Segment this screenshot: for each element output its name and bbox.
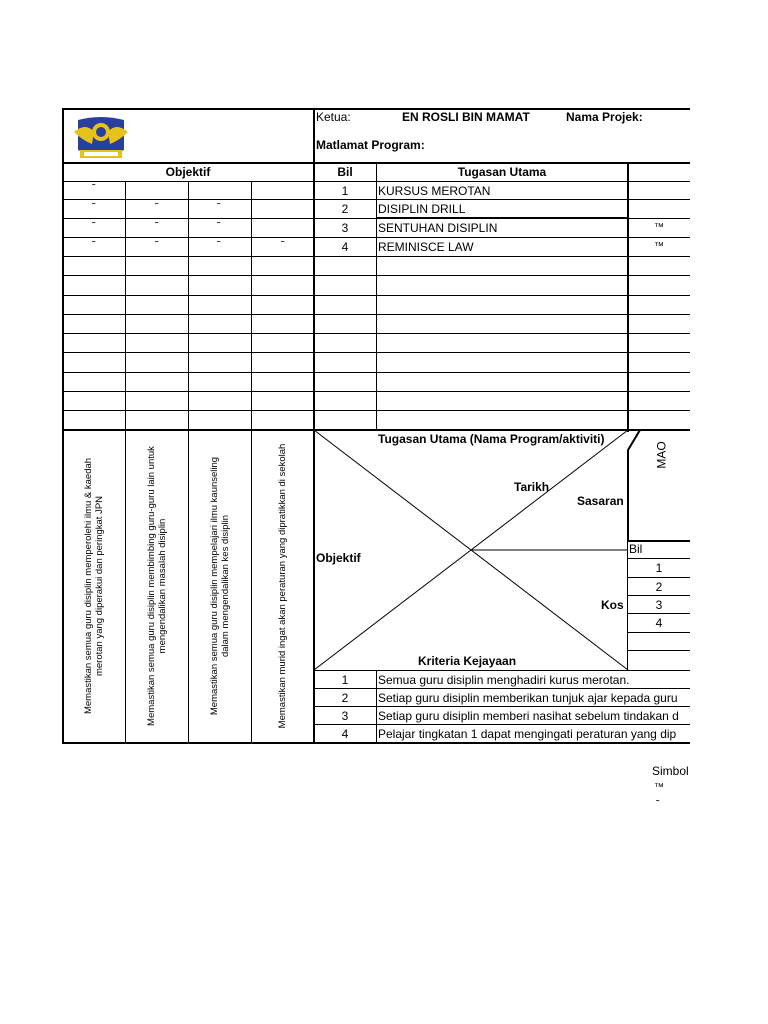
legend-item-tilde: ˜ (656, 799, 660, 810)
right-bil-1: 1 (655, 561, 663, 575)
legend-title: Simbol (652, 764, 689, 778)
diagram-tugasan-utama: Tugasan Utama (Nama Program/aktiviti) (378, 432, 605, 446)
objective-mark: ˜ (155, 240, 159, 251)
objective-mark: ˜ (281, 240, 285, 251)
diagram-mao: MAO (654, 441, 669, 469)
task-name-2: DISIPLIN DRILL (378, 202, 466, 216)
task-name-1: KURSUS MEROTAN (378, 183, 491, 198)
right-bil-4: 4 (655, 616, 663, 630)
task-mark-4: ™ (654, 241, 664, 252)
diagram-kriteria: Kriteria Kejayaan (418, 654, 517, 668)
task-name-3: SENTUHAN DISIPLIN (378, 221, 498, 235)
diagram-sasaran: Sasaran (577, 494, 624, 508)
criteria-text-3: Setiap guru disiplin memberi nasihat sebelum tindakan d (378, 708, 679, 723)
objective-mark: ˜ (92, 221, 96, 232)
objektif-header: Objektif (165, 165, 211, 179)
task-bil-2: 2 (341, 202, 349, 216)
criteria-bil-3: 3 (341, 708, 349, 723)
tugasan-utama-header: Tugasan Utama (457, 165, 547, 179)
diagram-kos: Kos (601, 598, 624, 612)
ketua-label: Ketua: (316, 110, 351, 124)
objective-text-1: Memastikan semua guru disiplin memperolehi ilmu & kaedah merotan yang diperakui dan peringkat JPN (83, 457, 105, 715)
school-logo (72, 110, 130, 162)
task-bil-3: 3 (341, 221, 349, 235)
criteria-text-2: Setiap guru disiplin memberikan tunjuk ajar kepada guru (378, 690, 678, 705)
criteria-bil-4: 4 (341, 726, 349, 741)
criteria-bil-2: 2 (341, 690, 349, 705)
objective-mark: ˜ (92, 183, 96, 194)
task-bil-1: 1 (341, 183, 349, 198)
objective-mark: ˜ (155, 221, 159, 232)
right-bil-3: 3 (655, 597, 663, 612)
criteria-text-4: Pelajar tingkatan 1 dapat mengingati peraturan yang dip (378, 726, 677, 741)
objective-mark: ˜ (92, 202, 96, 213)
legend-item-tm: ™ (654, 782, 664, 793)
right-bil-2: 2 (655, 579, 663, 594)
diagram-objektif: Objektif (316, 551, 361, 565)
criteria-text-1: Semua guru disiplin menghadiri kurus merotan. (378, 672, 630, 687)
bil-header: Bil (337, 165, 353, 179)
nama-projek-label: Nama Projek: (566, 110, 643, 124)
task-name-4: REMINISCE LAW (378, 240, 474, 254)
objective-mark: ˜ (92, 240, 96, 251)
objective-mark: ˜ (217, 202, 221, 213)
objective-text-3: Memastikan semua guru disiplin mempelajari ilmu kaunseling dalam mengendalikan kes disiplin (209, 456, 231, 716)
objective-text-4: Memastikan murid ingat akan peraturan yang dipratikkan di sekolah (276, 443, 288, 729)
task-mark-3: ™ (654, 222, 664, 233)
right-bil-label: Bil (629, 542, 643, 556)
matlamat-label: Matlamat Program: (316, 138, 425, 152)
objective-mark: ˜ (217, 221, 221, 232)
objective-mark: ˜ (217, 240, 221, 251)
objective-text-2: Memastikan semua guru disiplin membimbing guru-guru lain untuk mengendalikan masalah disiplin (146, 446, 168, 726)
diagram-tarikh: Tarikh (514, 480, 550, 494)
ketua-value: EN ROSLI BIN MAMAT (402, 110, 530, 124)
task-bil-4: 4 (341, 240, 349, 254)
criteria-bil-1: 1 (341, 672, 349, 687)
objective-mark: ˜ (155, 202, 159, 213)
